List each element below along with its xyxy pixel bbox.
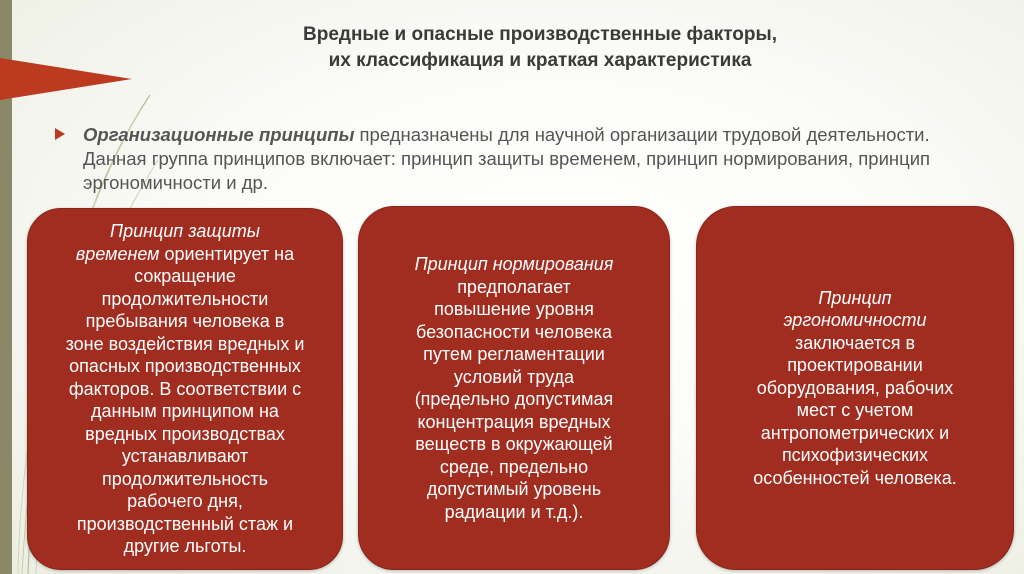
card-body: предполагает повышение уровня безопасности человека путем регламентации условий труда (предельно допустимая концентрация вредных веществ в окружающей среде, предельно допустимый уровень радиации и т.д.). — [414, 276, 614, 522]
card-normalization — [358, 206, 670, 570]
bullet-paragraph — [59, 123, 979, 195]
title-line-2: их классификация и краткая характеристика — [328, 50, 752, 71]
bullet-emphasis: Организационные принципы — [83, 124, 355, 145]
card-lead: Принцип нормирования — [414, 254, 614, 274]
card-lead: Принцип эргономичности — [783, 287, 927, 331]
card-text — [415, 253, 614, 523]
bullet-arrow-icon — [55, 128, 65, 140]
bullet-body: предназначены для научной организации трудовой деятельности. Данная группа принципов включает: принцип защиты временем, принцип нормирования, принцип эргономичности и др. — [83, 124, 931, 193]
accent-arrow — [0, 58, 132, 100]
card-ergonomics — [696, 206, 1014, 570]
card-lead: Принцип защиты временем — [75, 221, 260, 264]
bullet-text — [83, 123, 979, 195]
card-body: заключается в проектировании оборудования, рабочих мест с учетом антропометрических и психофизических особенностей человека. — [753, 332, 957, 488]
card-body: ориентирует на сокращение продолжительности пребывания человека в зоне воздействия вредных и опасных производственных факторов. В соответствии с данным принципом на вредных производствах устанавливают продолжительность рабочего дня, производственный стаж и другие льготы. — [65, 243, 305, 557]
card-text — [66, 220, 305, 558]
card-time-protection — [27, 208, 343, 570]
slide-title — [190, 22, 890, 74]
title-line-1: Вредные и опасные производственные факторы, — [303, 24, 777, 45]
card-text — [753, 287, 957, 490]
